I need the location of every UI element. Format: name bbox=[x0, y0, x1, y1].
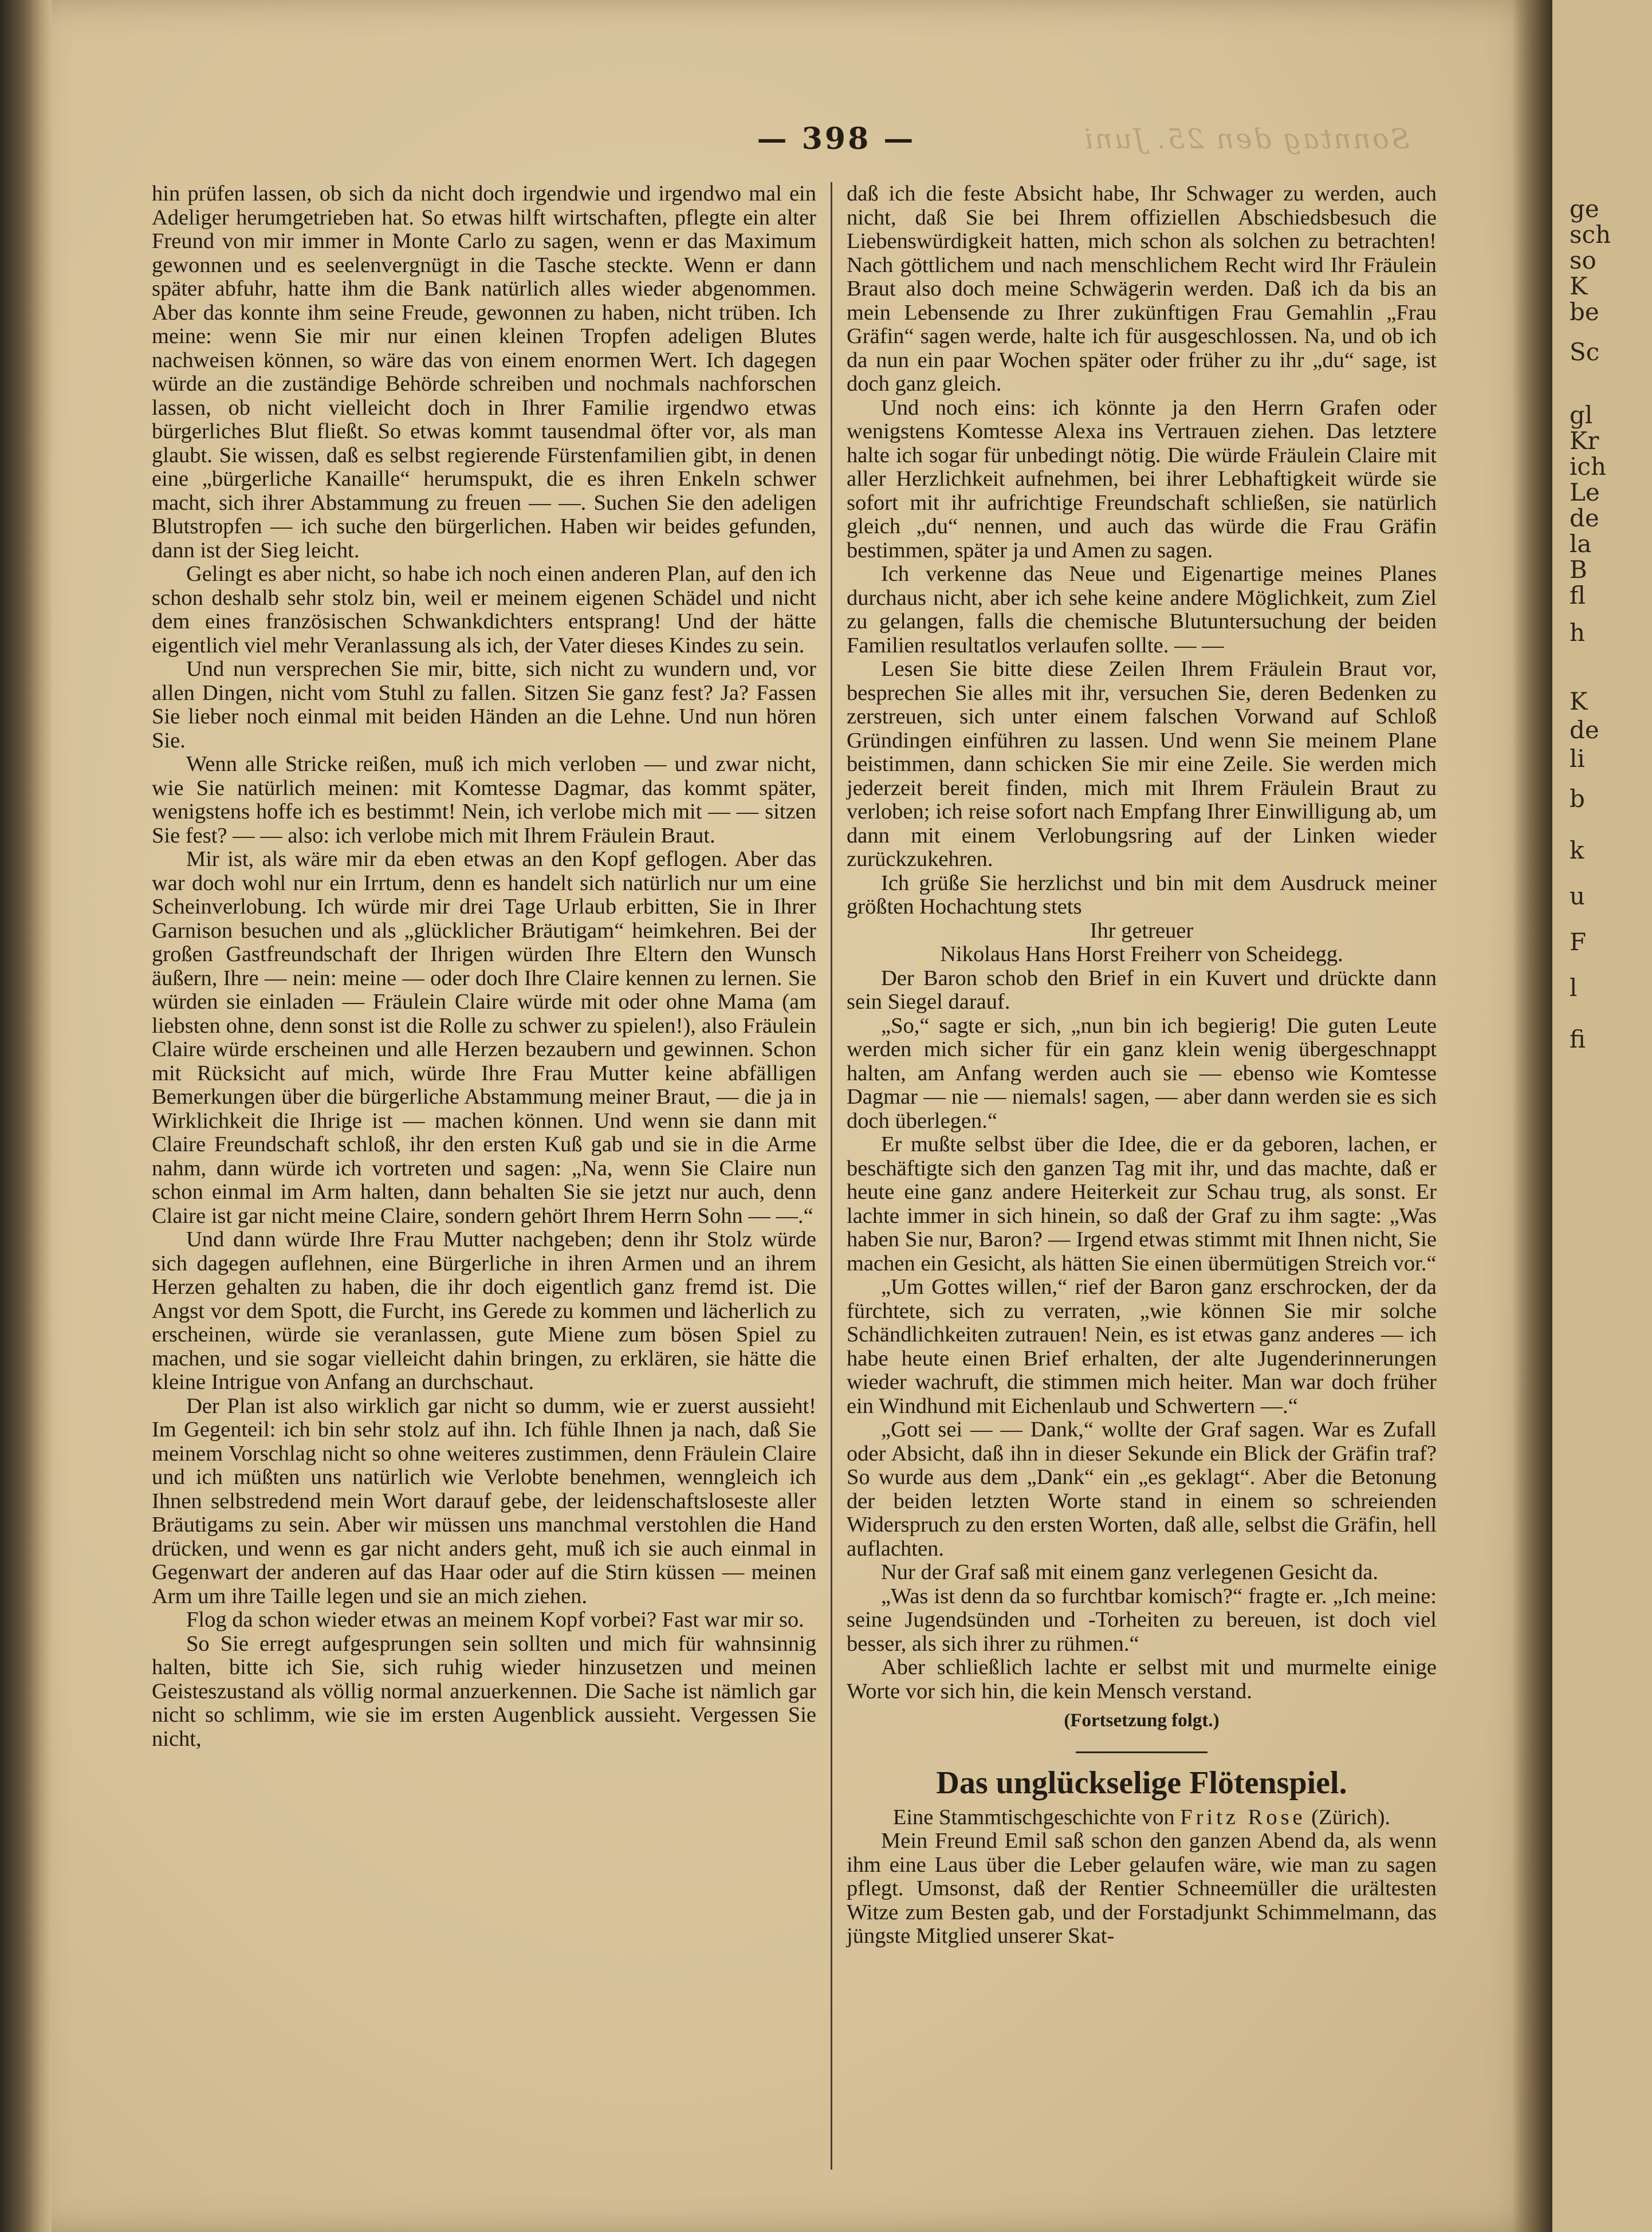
facing-page-fragment: k bbox=[1570, 836, 1584, 864]
paragraph: Aber schließlich lachte er selbst mit und murmelte einige Worte vor sich hin, die kein Mensch verstand. bbox=[847, 1655, 1437, 1703]
section-divider bbox=[1076, 1751, 1207, 1753]
paragraph: „Gott sei — — Dank,“ wollte der Graf sagen. War es Zufall oder Absicht, daß ihn in dieser Sekunde ein Blick der Gräfin traf? So wurde aus dem „Dank“ ein „es geklagt“. Aber die Betonung der beiden letzten Worte stand in einem so schreienden Widerspruch zu den ersten Worten, daß alle, selbst die Gräfin, hell auflachten. bbox=[847, 1418, 1437, 1561]
paragraph: Nur der Graf saß mit einem ganz verlegenen Gesicht da. bbox=[881, 1560, 1379, 1584]
facing-page-fragment: b bbox=[1570, 785, 1585, 813]
paragraph: „Was ist denn da so furchtbar komisch?“ fragte er. „Ich meine: seine Jugendsünden und -Torheiten zu bereuen, ist doch viel besser, als sich ihrer zu rühmen.“ bbox=[847, 1584, 1437, 1656]
facing-page-fragment: ge bbox=[1570, 195, 1599, 223]
column-divider bbox=[831, 182, 832, 2170]
facing-page-fragment: so bbox=[1570, 246, 1596, 274]
facing-page-fragment: h bbox=[1570, 619, 1586, 647]
byline-place: (Zürich). bbox=[1311, 1805, 1391, 1829]
letter-closing: Ihr getreuer bbox=[1089, 918, 1194, 943]
facing-page-fragment: fi bbox=[1570, 1025, 1586, 1053]
continuation-note: (Fortsetzung folgt.) bbox=[1064, 1710, 1220, 1731]
facing-page-fragment: Le bbox=[1570, 478, 1600, 506]
right-column bbox=[847, 182, 1437, 1948]
facing-page-fragment: Sc bbox=[1570, 338, 1600, 366]
paragraph: „Um Gottes willen,“ rief der Baron ganz erschrocken, der da fürchtete, sich zu verraten, „wie können Sie mir solche Schändlichkeiten zutrauen! Nein, es ist etwas ganz anderes — ich habe heute einen Brief erhalten, der alte Jugenderinnerungen wieder wachruft, die stimmen mich heiter. Man war doch früher ein Windhund mit Eichenlaub und Schwertern —.“ bbox=[847, 1275, 1437, 1418]
facing-page-fragment: u bbox=[1570, 882, 1586, 910]
story-title: Das unglückselige Flötenspiel. bbox=[936, 1765, 1347, 1801]
facing-page-fragment: la bbox=[1570, 530, 1592, 558]
facing-page-fragment: K bbox=[1570, 272, 1588, 300]
facing-page-fragment: Kr bbox=[1570, 427, 1599, 455]
paragraph: Und nun versprechen Sie mir, bitte, sich nicht zu wundern und, vor allen Dingen, nicht vom Stuhl zu fallen. Sitzen Sie ganz fest? Ja? Fassen Sie lieber noch einmal mit beiden Händen an die Lehne. Und nun hören Sie. bbox=[152, 657, 816, 753]
facing-page-fragment: B bbox=[1570, 556, 1587, 584]
facing-page-fragment: de bbox=[1570, 504, 1599, 532]
paragraph: Mir ist, als wäre mir da eben etwas an den Kopf geflogen. Aber das war doch wohl nur ein Irrtum, denn es handelt sich natürlich nur um eine Scheinverlobung. Ich würde mir drei Tage Urlaub erbitten, Sie in Ihrer Garnison besuchen und als „glücklicher Bräutigam“ heimkehren. Bei der großen Gastfreundschaft der Ihrigen würden Ihre Eltern den Wunsch äußern, Ihre — nein: meine — oder doch Ihre Claire kennen zu lernen. Sie würden sie einladen — Fräulein Claire würde mit oder ohne Mama (am liebsten ohne, denn sonst ist die Rolle zu schwer zu spielen!), also Fräulein Claire würde erscheinen und alle Herzen bezaubern und gewinnen. Schon mit Rücksicht auf mich, würde Ihre Frau Mutter keine abfälligen Bemerkungen über die bürgerliche Abstammung meiner Braut, — die ja in Wirklichkeit die Ihrige ist — machen können. Und wenn sie dann mit Claire Freundschaft schloß, ihr den ersten Kuß gab und sie in die Arme nahm, dann würde ich vortreten und sagen: „Na, wenn Sie Claire nun schon einmal im Arm halten, dann behalten Sie sie jetzt nur auch, denn Claire ist gar nicht meine Claire, sondern gehört Ihrem Herrn Sohn — —.“ bbox=[152, 847, 816, 1228]
paragraph: Flog da schon wieder etwas an meinem Kopf vorbei? Fast war mir so. bbox=[186, 1608, 804, 1632]
facing-page-fragment: sch bbox=[1570, 221, 1611, 249]
facing-page-edge bbox=[1552, 0, 1652, 2232]
letter-signature: Nikolaus Hans Horst Freiherr von Scheidegg. bbox=[940, 942, 1343, 966]
bleed-through-header: Sonntag den 25. Juni bbox=[1083, 123, 1410, 155]
facing-page-fragment: fl bbox=[1570, 581, 1586, 609]
left-column bbox=[152, 182, 816, 1751]
facing-page-fragment: be bbox=[1570, 298, 1599, 326]
book-spine-edge bbox=[0, 0, 52, 2232]
paragraph: Der Plan ist also wirklich gar nicht so dumm, wie er zuerst aussieht! Im Gegenteil: ich bin sehr stolz auf ihn. Ich fühle Ihnen ja nach, daß Sie meinem Vorschlag nicht so ohne weiteres zustimmen, denn Fräulein Claire und ich müßten uns natürlich wie Verlobte benehmen, wenngleich ich Ihnen selbstredend mein Wort darauf gebe, der leidenschaftsloseste aller Bräutigams zu sein. Aber wir müssen uns manchmal verstohlen die Hand drücken, und wenn es gar nicht anders geht, muß ich sie auch einmal in Gegenwart der anderen auf das Haar oder auf die Stirn küssen — meinen Arm um ihre Taille legen und sie an mich ziehen. bbox=[152, 1393, 816, 1608]
paragraph: Der Baron schob den Brief in ein Kuvert und drückte dann sein Siegel darauf. bbox=[847, 966, 1437, 1014]
paragraph: Ich grüße Sie herzlichst und bin mit dem Ausdruck meiner größten Hochachtung stets bbox=[847, 871, 1437, 919]
paragraph: hin prüfen lassen, ob sich da nicht doch irgendwie und irgendwo mal ein Adeliger herumgetrieben hat. So etwas hilft wirtschaften, pflegte ein alter Freund von mir immer in Monte Carlo zu sagen, wenn er das Maximum gewonnen und es seelenvergnügt in die Tasche steckte. Wenn er dann später abfuhr, hatte ihm die Bank natürlich alles wieder abgenommen. Aber das konnte ihm seine Freude, gewonnen zu haben, nicht trüben. Ich meine: wenn Sie mir nur einen kleinen Tropfen adeligen Blutes nachweisen können, so wäre das von einem enormen Wert. Ich dagegen würde an die zuständige Behörde schreiben und nochmals nachforschen lassen, ob nicht vielleicht doch in Ihrer Familie irgendwo etwas bürgerliches Blut fließt. So etwas kommt tausendmal öfter vor, als man glaubt. Sie wissen, daß es selbst regierende Fürstenfamilien gibt, in denen eine „bürgerliche Kanaille“ herumspukt, die es ihren Enkeln schwer macht, sich ihrer Abstammung zu freuen — —. Suchen Sie den adeligen Blutstropfen — ich suche den bürgerlichen. Haben wir beides gefunden, dann ist der Sieg leicht. bbox=[152, 182, 816, 562]
byline-prefix: Eine Stammtischgeschichte von bbox=[892, 1805, 1175, 1829]
paragraph: Und noch eins: ich könnte ja den Herrn Grafen oder wenigstens Komtesse Alexa ins Vertrauen ziehen. Das letztere halte ich sogar für unbedingt nötig. Die würde Fräulein Claire mit aller Herzlichkeit aufnehmen, bei ihrer Lebhaftigkeit würde sie sofort mit ihr aufrichtige Freundschaft schließen, sie natürlich gleich „du“ nennen, und auch das würde die Frau Gräfin bestimmen, später ja und Amen zu sagen. bbox=[847, 395, 1437, 562]
facing-page-fragment: de bbox=[1570, 716, 1599, 744]
facing-page-fragment: K bbox=[1570, 687, 1588, 715]
paragraph: Er mußte selbst über die Idee, die er da geboren, lachen, er beschäftigte sich den ganzen Tag mit ihr, und das machte, daß er heute eine ganz andere Heiterkeit zur Schau trug, als sonst. Er lachte immer in sich hinein, so daß der Graf zu ihm sagte: „Was haben Sie nur, Baron? — Irgend etwas stimmt mit Ihnen nicht, Sie machen ein Gesicht, als hätten Sie einen übermütigen Streich vor.“ bbox=[847, 1132, 1437, 1276]
paragraph: Und dann würde Ihre Frau Mutter nachgeben; denn ihr Stolz würde sich dagegen auflehnen, eine Bürgerliche in ihren Armen und an ihrem Herzen gehalten zu haben, die ihr doch eigentlich ganz fremd ist. Die Angst vor dem Spott, die Furcht, ins Gerede zu kommen und lächerlich zu erscheinen, würde sie veranlassen, gute Miene zum bösen Spiel zu machen, und sie sogar vielleicht dahin bringen, zu erklären, sie hätte die kleine Intrigue von Anfang an durchschaut. bbox=[152, 1227, 816, 1394]
paragraph: „So,“ sagte er sich, „nun bin ich begierig! Die guten Leute werden mich sicher für ein ganz klein wenig übergeschnappt halten, am Anfang werden auch sie — ebenso wie Komtesse Dagmar — nie — niemals! sagen, — aber dann werden sie es sich doch überlegen.“ bbox=[847, 1013, 1437, 1133]
byline-author: Fritz Rose bbox=[1180, 1805, 1306, 1829]
paragraph: daß ich die feste Absicht habe, Ihr Schwager zu werden, auch nicht, daß Sie bei Ihrem offiziellen Abschiedsbesuch die Liebenswürdigkeit hatten, mich schon als solchen zu betrachten! Nach göttlichem und nach menschlichem Recht wird Ihr Fräulein Braut also doch meine Schwägerin werden. Daß ich da bis an mein Lebensende zu Ihrer zukünftigen Frau Gemahlin „Frau Gräfin“ sagen werde, halte ich für ausgeschlossen. Na, und ob ich da nun ein paar Wochen später oder früher zu ihr „du“ sage, ist doch ganz gleich. bbox=[847, 182, 1437, 396]
story-byline bbox=[847, 1806, 1437, 1830]
paragraph: Mein Freund Emil saß schon den ganzen Abend da, als wenn ihm eine Laus über die Leber gelaufen wäre, wie man zu sagen pflegt. Umsonst, daß der Rentier Schneemüller die urältesten Witze zum Besten gab, und der Forstadjunkt Schimmelmann, das jüngste Mitglied unserer Skat- bbox=[847, 1829, 1437, 1948]
facing-page-fragment: li bbox=[1570, 745, 1585, 773]
gutter-shadow bbox=[1512, 0, 1552, 2232]
paragraph: Lesen Sie bitte diese Zeilen Ihrem Fräulein Braut vor, besprechen Sie alles mit ihr, versuchen Sie, deren Bedenken zu zerstreuen, sich unter einem falschen Vorwand auf Schloß Gründingen einführen zu lassen. Und wenn Sie meinem Plane beistimmen, dann schicken Sie mir eine Zeile. Sie werden mich jederzeit bereit finden, mich mit Ihrem Fräulein Braut zu verloben; ich reise sofort nach Empfang Ihrer Einwilligung ab, um dann mit einem Verlobungsring auf der Linken wieder zurückzukehren. bbox=[847, 657, 1437, 871]
facing-page-fragment: F bbox=[1570, 928, 1587, 956]
page-number: — 398 — bbox=[757, 121, 916, 156]
paragraph: Gelingt es aber nicht, so habe ich noch einen anderen Plan, auf den ich schon deshalb sehr stolz bin, weil er meinem eigenen Schädel und nicht dem eines französischen Schwankdichters entsprang! Und der hätte eigentlich viel mehr Veranlassung als ich, der Vater dieses Kindes zu sein. bbox=[152, 562, 816, 658]
facing-page-fragment: ich bbox=[1570, 452, 1607, 481]
paragraph: Ich verkenne das Neue und Eigenartige meines Planes durchaus nicht, aber ich sehe keine andere Möglichkeit, zum Ziel zu gelangen, falls die chemische Blutuntersuchung der beiden Familien resultatlos verlaufen sollte. — — bbox=[847, 562, 1437, 658]
paragraph: So Sie erregt aufgesprungen sein sollten und mich für wahnsinnig halten, bitte ich Sie, sich ruhig wieder hinzusetzen und meinen Geisteszustand als völlig normal anzuerkennen. Die Sache ist nämlich gar nicht so schlimm, wie sie im ersten Augenblick aussieht. Vergessen Sie nicht, bbox=[152, 1631, 816, 1751]
facing-page-fragment: l bbox=[1570, 974, 1578, 1002]
paragraph: Wenn alle Stricke reißen, muß ich mich verloben — und zwar nicht, wie Sie natürlich meinen: mit Komtesse Dagmar, das kommt später, wenigstens hoffe ich es bestimmt! Nein, ich verlobe mich mit — — sitzen Sie fest? — — also: ich verlobe mich mit Ihrem Fräulein Braut. bbox=[152, 752, 816, 848]
facing-page-fragment: gl bbox=[1570, 401, 1593, 429]
